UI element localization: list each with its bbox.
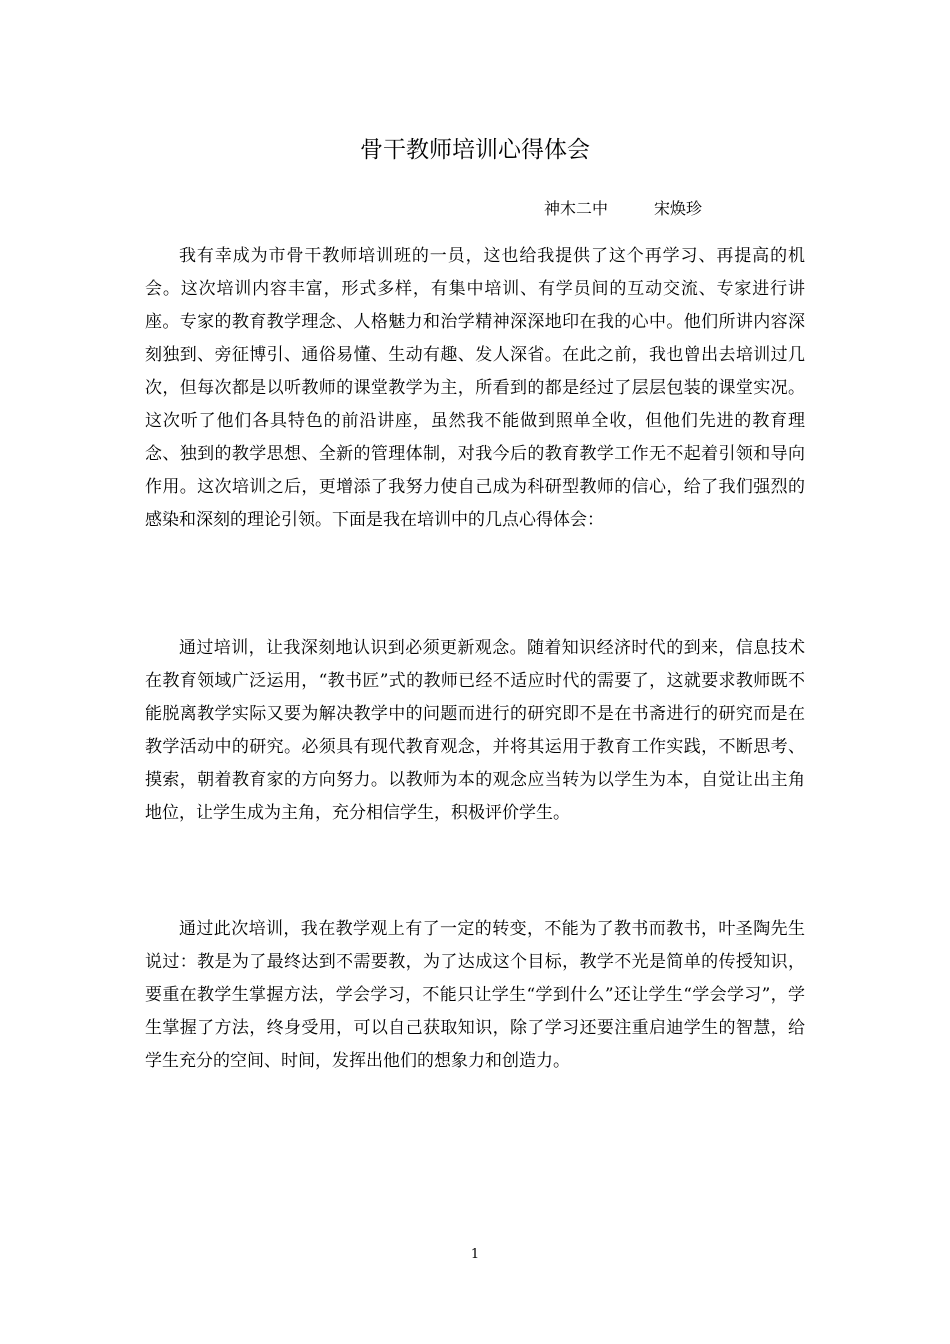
school-name: 神木二中 [544,199,609,218]
byline [544,196,702,222]
paragraph-teaching-view: 通过此次培训，我在教学观上有了一定的转变，不能为了教书而教书，叶圣陶先生说过：教是为了最终达到不需要教，为了达成这个目标，教学不光是简单的传授知识，要重在教学生掌握方法，学会学习，不能只让学生“学到什么”还让学生“学会学习”，学生掌握了方法，终身受用，可以自己获取知识，除了学习还要注重启迪学生的智慧，给学生充分的空间、时间，发挥出他们的想象力和创造力。 [145,919,805,1071]
author-name: 宋焕珍 [654,199,703,218]
document-title: 骨干教师培训心得体会 [360,137,590,163]
paragraph-update-concepts: 通过培训，让我深刻地认识到必须更新观念。随着知识经济时代的到来，信息技术在教育领域广泛运用，“教书匠”式的教师已经不适应时代的需要了，这就要求教师既不能脱离教学实际又要为解决教学中的问题而进行的研究即不是在书斋进行的研究而是在教学活动中的研究。必须具有现代教育观念，并将其运用于教育工作实践，不断思考、摸索，朝着教育家的方向努力。以教师为本的观念应当转为以学生为本，自觉让出主角地位，让学生成为主角，充分相信学生，积极评价学生。 [145,638,805,823]
paragraph-intro: 我有幸成为市骨干教师培训班的一员，这也给我提供了这个再学习、再提高的机会。这次培训内容丰富，形式多样，有集中培训、有学员间的互动交流、专家进行讲座。专家的教育教学理念、人格魅力和治学精神深深地印在我的心中。他们所讲内容深刻独到、旁征博引、通俗易懂、生动有趣、发人深省。在此之前，我也曾出去培训过几次，但每次都是以听教师的课堂教学为主，所看到的都是经过了层层包装的课堂实况。这次听了他们各具特色的前沿讲座，虽然我不能做到照单全收，但他们先进的教育理念、独到的教学思想、全新的管理体制，对我今后的教育教学工作无不起着引领和导向作用。这次培训之后，更增添了我努力使自己成为科研型教师的信心，给了我们强烈的感染和深刻的理论引领。下面是我在培训中的几点心得体会： [145,246,805,530]
page-number: 1 [470,1247,480,1262]
